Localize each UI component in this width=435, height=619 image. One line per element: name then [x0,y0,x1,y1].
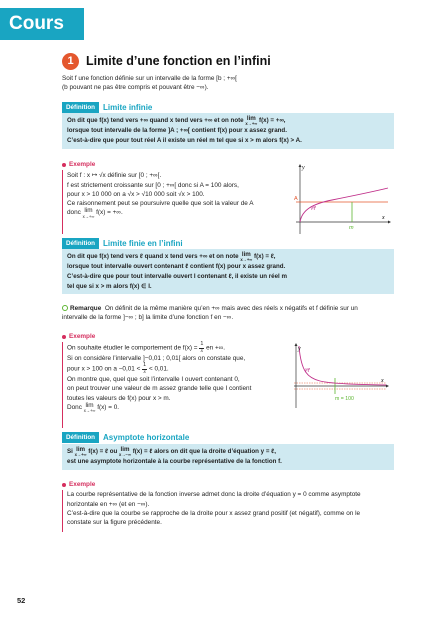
definition-line: C’est-à-dire que pour tout réel A il existe un réel m tel que si x > m alors f(x) > A. [67,137,302,145]
intro-text [62,74,392,93]
remark-icon [62,305,68,311]
remark-block [62,304,402,323]
definition-title: Limite finie en l’infini [103,239,183,248]
y-label: y [298,346,301,352]
intro-line: (b pouvant ne pas être compris et pouvant être −∞). [62,84,209,92]
definition-line [67,116,389,126]
definition-line: Si lim x→+∞ f(x) = ℓ ou lim x→−∞ f(x) = ℓ alors on dit que la droite d’équation y = ℓ, [67,446,276,458]
definition-title: Limite infinie [103,103,153,112]
text: On dit que f(x) tend vers +∞ quand x tend vers +∞ et on note [67,117,244,124]
definition-line: lorsque tout intervalle de la forme ]A ; +∞[ contient f(x) pour x assez grand. [67,127,287,135]
definition-tag: Définition [62,102,99,113]
curve [300,188,388,222]
y-label: y [302,165,305,171]
example-line: donc lim x→+∞ f(x) = +∞. [67,207,123,219]
example-line: f est strictement croissante sur [0 ; +∞[ donc si A = 100 alors, [67,181,239,189]
curve-label: 𝒞f [310,206,316,212]
example-line: On montre que, quel que soit l’intervalle I ouvert contenant 0, [67,376,240,384]
example-body [62,490,402,527]
example-line: horizontale en +∞ (et en −∞). [67,500,150,508]
a-label: A [294,196,298,202]
definition-box [62,249,394,294]
definition-line: lorsque tout intervalle ouvert contenant ℓ contient f(x) pour x assez grand. [67,263,286,271]
example-line: toutes les valeurs de f(x) pour x > m. [67,394,171,402]
example-rule [62,170,63,234]
curve [299,346,386,385]
definition-heading [62,102,152,114]
remark-tag: Remarque [70,305,102,312]
example-block [62,160,282,219]
definition-box [62,444,394,470]
cours-tab: Cours [0,8,84,40]
m-label: m [349,225,354,231]
example-block [62,480,402,527]
example-tag: Exemple [62,160,282,169]
remark-line: intervalle de la forme ]−∞ ; b] la limite d’une fonction f en −∞. [62,314,234,322]
intro-line: Soit f une fonction définie sur un intervalle de la forme [b ; +∞[ [62,75,237,82]
example-tag: Exemple [62,332,287,341]
example-line: on peut trouver une valeur de m assez grande telle que I contient [67,385,252,393]
definition-tag: Définition [62,432,99,443]
example-line: Donc lim x→+∞ f(x) = 0. [67,402,120,414]
definition-line: tel que si x > m alors f(x) ∈ I. [67,282,152,290]
example-line: Si on considère l’intervalle ]−0,01 ; 0,01[ alors on constate que, [67,355,246,363]
fraction: $\frac{1}{x}$ [143,362,147,375]
text: f(x) = +∞, [259,117,286,124]
definition-line: est une asymptote horizontale à la courbe représentative de la fonction f. [67,458,282,466]
bullet-icon [62,163,66,167]
bullet-icon [62,483,66,487]
example-rule [62,342,63,428]
example-tag: Exemple [62,480,402,489]
x-label: x [381,378,384,384]
example-line: Ce raisonnement peut se poursuivre quelle que soit la valeur de A [67,200,254,208]
limit-notation: lim x→+∞ [83,402,96,414]
m-label: m = 100 [335,396,354,402]
limit-notation: lim x→+∞ [82,207,95,219]
example-line: pour x > 10 000 on a √x > √10 000 soit √x > 100. [67,190,205,198]
definition-box [62,113,394,149]
example-body [62,171,282,219]
example-block [62,332,287,414]
definition-line: C’est-à-dire que pour tout intervalle ouvert I contenant ℓ, il existe un réel m [67,273,287,281]
remark-line: Remarque On définit de la même manière qu’en +∞ mais avec des réels x négatifs et f définie sur un [62,304,402,313]
definition-title: Asymptote horizontale [103,433,190,442]
definition-heading [62,432,189,444]
example-line: La courbe représentative de la fonction inverse admet donc la droite d’équation y = 0 comme asymptote [67,491,361,499]
limit-notation: lim x→+∞ [245,115,258,127]
definition-heading [62,238,183,250]
limit-notation: lim x→+∞ [240,251,253,263]
curve-label: 𝒞f [304,368,310,374]
example-line: C’est-à-dire que la courbe se rapproche de la droite pour x assez grand positif (et négatif), comme on le [67,509,361,517]
bullet-icon [62,335,66,339]
example-line: constate sur la figure précédente. [67,519,162,527]
section-heading [62,52,271,70]
fraction: $\frac{1}{x}$ [200,341,204,354]
example-line: Soit f : x ↦ √x définie sur [0 ; +∞[. [67,172,162,180]
example-body [62,342,287,413]
inverse-graph [290,342,390,410]
example-line: On souhaite étudier le comportement de f(x) = $\frac{1}{x}$ en +∞. [67,341,226,354]
sqrt-graph [292,162,392,236]
example-rule [62,490,63,532]
definition-line: On dit que f(x) tend vers ℓ quand x tend vers +∞ et on note lim x→+∞ f(x) = ℓ, [67,251,276,263]
definition-tag: Définition [62,238,99,249]
example-line: pour x > 100 on a −0,01 < $\frac{1}{x}$ < 0,01. [67,362,169,375]
page-number: 52 [17,596,26,605]
limit-notation: lim x→+∞ [74,446,87,458]
limit-notation: lim x→−∞ [119,446,131,458]
section-number: 1 [62,53,79,70]
x-label: x [382,215,385,221]
section-title: Limite d’une fonction en l’infini [86,54,271,68]
